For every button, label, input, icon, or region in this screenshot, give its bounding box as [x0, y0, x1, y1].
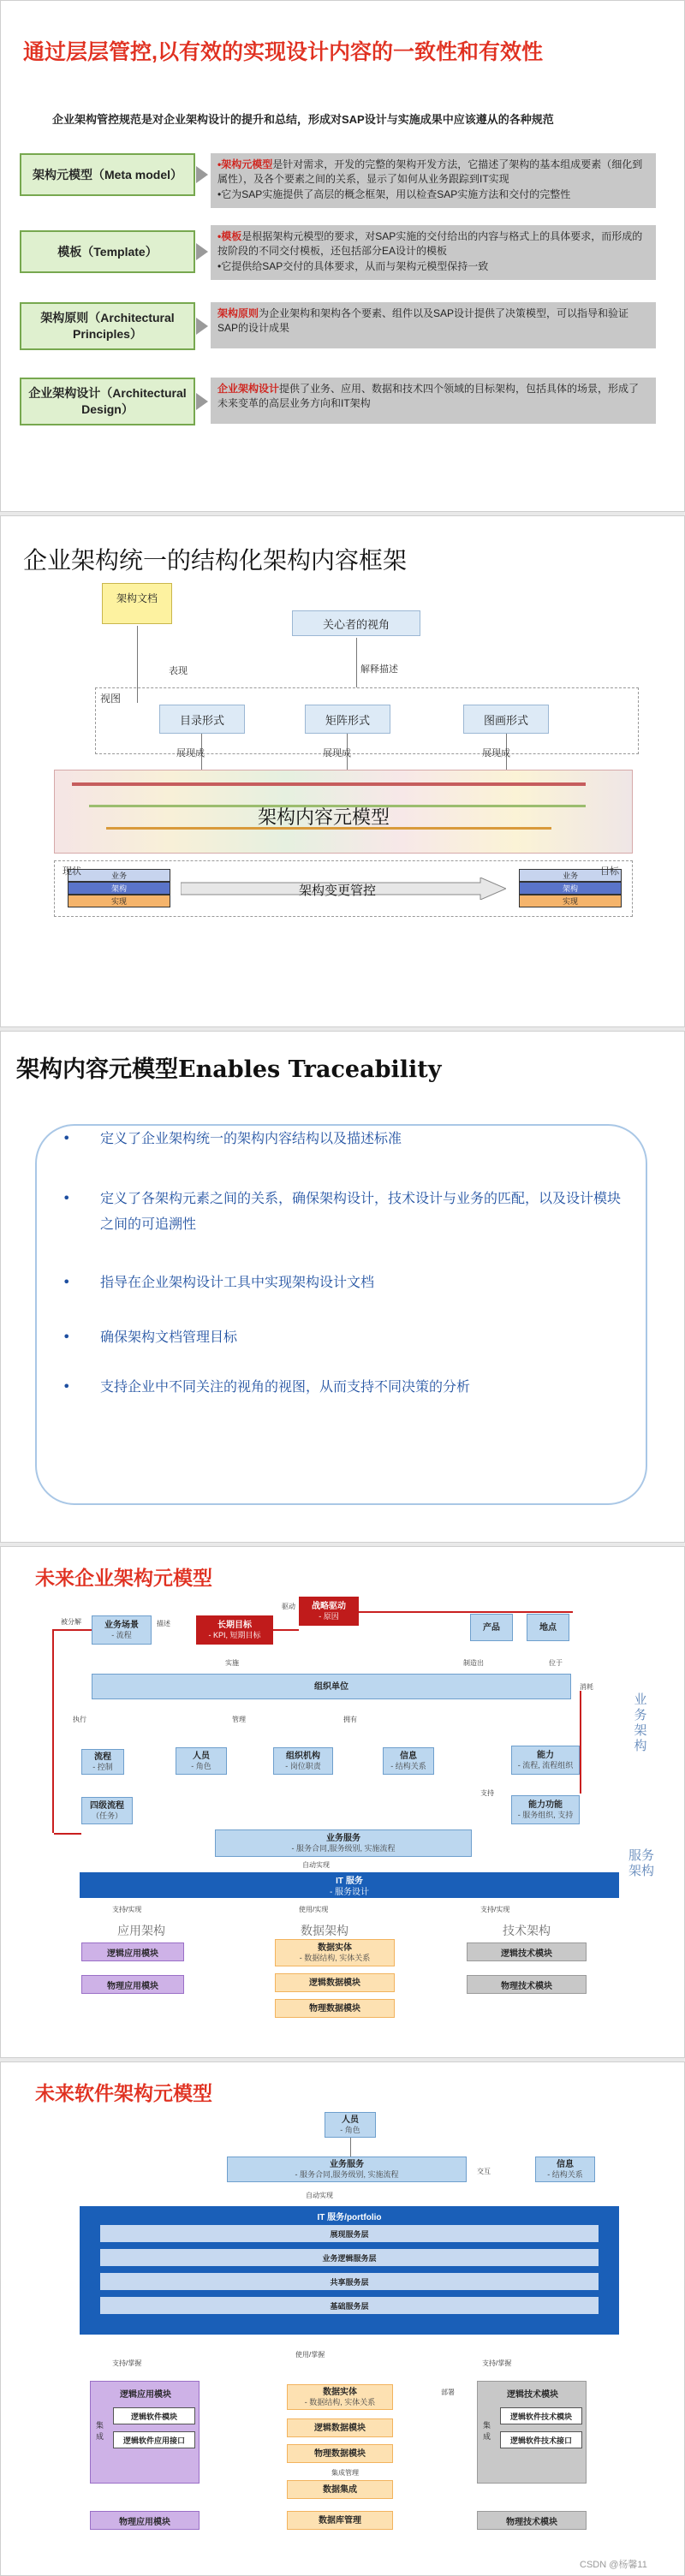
capability-function-box [511, 1795, 580, 1824]
explain-label: 解释描述 [360, 664, 398, 675]
group-title: 逻辑应用模块 [120, 2390, 171, 2400]
bullet-icon: • [63, 1329, 71, 1345]
label-decomp: 被分解 [61, 1618, 81, 1626]
layer-implementation: 实现 [68, 895, 170, 907]
present-label: 表现 [169, 666, 188, 676]
slide1-title: 通过层层管控,以有效的实现设计内容的一致性和有效性 [23, 40, 543, 64]
box-title: 人员 [342, 2115, 359, 2125]
show-label: 展现成 [323, 748, 351, 759]
lead-text: 架构原则 [217, 307, 259, 319]
show-label: 展现成 [482, 748, 510, 759]
trace-item-3 [63, 1270, 628, 1295]
slide-enterprise-meta-model [0, 1546, 685, 2058]
presentation-layer: 展现服务层 [100, 2225, 599, 2242]
lead-text: •模板 [217, 230, 242, 242]
item-text: 定义了企业架构统一的架构内容结构以及描述标准 [100, 1130, 402, 1146]
box-sub: - 数据结构, 实体关系 [299, 1953, 371, 1962]
matrix-form: 矩阵形式 [305, 705, 390, 734]
arrow-icon [196, 318, 208, 335]
biz-arch-label: 业务架构 [634, 1693, 647, 1753]
current-stack [68, 869, 170, 908]
item-text: 定义了各架构元素之间的关系，确保架构设计，技术设计与业务的匹配，以及设计模块之间的可追溯性 [100, 1190, 622, 1233]
box-sub: - 数据结构, 实体关系 [304, 2397, 376, 2406]
slide1-subtitle: 企业架构管控规范是对企业架构设计的提升和总结，形成对SAP设计与实施成果中应该遵从的各种规范 [52, 113, 554, 126]
box-sub: - KPI, 短期目标 [208, 1630, 261, 1639]
layer-business: 业务 [68, 869, 170, 882]
row-meta-model-label: 架构元模型（Meta model） [20, 153, 195, 196]
logic-data-module: 逻辑数据模块 [275, 1973, 395, 1992]
connector [52, 1629, 92, 1631]
architecture-doc: 架构文档 [102, 583, 172, 624]
box-title: 信息 [557, 2159, 574, 2169]
change-title: 架构变更管控 [299, 883, 377, 898]
lead-text: 企业架构设计 [217, 383, 280, 395]
diagram-form: 图画形式 [463, 705, 549, 734]
logic-data-module: 逻辑数据模块 [287, 2418, 393, 2437]
desc-text: 提供了业务、应用、数据和技术四个领域的目标架构，包括具体的场景，形成了未来变革的高层业务方向和IT架构 [217, 383, 640, 410]
arrow-icon [196, 243, 208, 260]
label-support: 支持 [480, 1789, 494, 1797]
box-sub: - 服务组织, 支持 [517, 1810, 574, 1819]
biz-service-bar [215, 1829, 472, 1857]
it-service-panel [80, 2206, 619, 2335]
box-sub: - 服务合同,服务级别, 实施流程 [295, 2169, 399, 2179]
box-title: 四级流程 [90, 1800, 124, 1811]
label-integ-mgmt: 集成管理 [331, 2469, 359, 2477]
logic-software-interface: 逻辑软件应用接口 [113, 2431, 195, 2448]
box-sub: - 流程, 流程组织 [517, 1760, 574, 1770]
bullet-icon: • [63, 1130, 71, 1146]
logic-tech-module-group [477, 2381, 587, 2484]
person-box [325, 2112, 376, 2138]
box-title: 战略驱动 [312, 1601, 346, 1611]
box-sub: - 控制 [92, 1762, 113, 1771]
app-arch-label: 应用架构 [117, 1924, 165, 1937]
label-auto: 自动实现 [302, 1861, 330, 1869]
it-service-bar [80, 1872, 619, 1898]
watermark: CSDN @杨馨11 [580, 2560, 647, 2570]
traceability-frame [35, 1124, 647, 1505]
connector [273, 1629, 299, 1631]
label-make: 制造出 [463, 1659, 484, 1667]
data-entity-box [275, 1939, 395, 1966]
biz-scene-box [92, 1615, 152, 1645]
phys-data-module: 物理数据模块 [275, 1999, 395, 2018]
slide-content-framework [0, 515, 685, 1027]
person-box [176, 1747, 227, 1775]
database-management: 数据库管理 [287, 2511, 393, 2530]
desc-text: 为企业架构和架构各个要素、组件以及SAP设计提供了决策模型，可以指导和验证SAP的设计成果 [217, 307, 629, 335]
box-title: 数据实体 [323, 2387, 357, 2397]
info-box [535, 2157, 595, 2182]
stakeholder-view: 关心者的视角 [292, 610, 420, 636]
current-label: 现状 [63, 866, 81, 877]
logic-app-module-group [90, 2381, 200, 2484]
arrow-icon [196, 166, 208, 183]
layer-architecture: 架构 [519, 882, 622, 895]
catalog-form: 目录形式 [159, 705, 245, 734]
integration-label: 集成 [96, 2421, 104, 2441]
lead-text: •架构元模型 [217, 158, 273, 170]
phys-tech-module: 物理技术模块 [477, 2511, 587, 2530]
data-arch-label: 数据架构 [301, 1924, 348, 1937]
integration-label: 集成 [483, 2421, 491, 2441]
meta-model-title: 架构内容元模型 [258, 806, 390, 828]
layer-implementation: 实现 [519, 895, 622, 907]
box-title: 业务服务 [326, 1833, 360, 1843]
trace-item-2 [63, 1186, 628, 1238]
row-principles-desc [211, 302, 656, 348]
phys-app-module: 物理应用模块 [90, 2511, 200, 2530]
logic-software-tech-interface: 逻辑软件技术接口 [500, 2431, 582, 2448]
info-box [383, 1747, 434, 1775]
box-title: 长期目标 [217, 1620, 252, 1630]
shared-service-layer: 共享服务层 [100, 2273, 599, 2290]
label-use: 使用/实现 [299, 1906, 329, 1913]
label-realize: 实施 [225, 1659, 239, 1667]
box-title: 信息 [400, 1751, 417, 1761]
slide-governance [0, 0, 685, 512]
slide3-title: 架构内容元模型Enables Traceability [16, 1056, 442, 1083]
group-title: 逻辑技术模块 [507, 2390, 558, 2400]
it-service-title: IT 服务/portfolio [317, 2213, 382, 2222]
connector [54, 1833, 81, 1835]
process-box [81, 1749, 124, 1775]
phys-data-module: 物理数据模块 [287, 2444, 393, 2463]
bullet-icon: • [63, 1190, 71, 1206]
logic-tech-module: 逻辑技术模块 [467, 1942, 587, 1961]
phys-app-module: 物理应用模块 [81, 1975, 184, 1994]
trace-item-4 [63, 1324, 628, 1350]
row-principles-label: 架构原则（Architectural Principles） [20, 302, 195, 350]
label-support3: 支持/实现 [480, 1906, 510, 1913]
label-consume: 消耗 [580, 1683, 593, 1691]
location-box: 地点 [527, 1614, 569, 1641]
box-sub: - 服务设计 [329, 1888, 370, 1897]
trace-item-1 [63, 1126, 628, 1151]
org-unit-bar: 组织单位 [92, 1674, 571, 1699]
layer-architecture: 架构 [68, 882, 170, 895]
show-label: 展现成 [176, 748, 205, 759]
data-integration: 数据集成 [287, 2480, 393, 2499]
auto-label: 自动实现 [306, 2192, 333, 2199]
row-template-desc [211, 225, 656, 280]
row-design-label: 企业架构设计（Architectural Design） [20, 378, 195, 425]
exchange-label: 交互 [477, 2168, 491, 2175]
box-title: 能力 [537, 1750, 554, 1760]
box-title: 人员 [193, 1751, 210, 1761]
trace-item-5 [63, 1374, 628, 1400]
box-sub: - 服务合同,服务级别, 实施流程 [291, 1843, 396, 1853]
label-describe: 描述 [157, 1620, 170, 1627]
label-locate: 位于 [549, 1659, 563, 1667]
logic-app-module: 逻辑应用模块 [81, 1942, 184, 1961]
bullet-icon: • [63, 1378, 71, 1395]
connector [52, 1629, 54, 1833]
box-sub: - 结构关系 [390, 1761, 426, 1770]
desc-text: 是针对需求，开发的完整的架构开发方法，它描述了架构的基本组成要素（细化到属性），及各个要素之间的关系，显示了如何从业务跟踪到IT实现 [217, 158, 643, 186]
box-sub: （任务） [91, 1811, 122, 1820]
arrow-icon [196, 393, 208, 410]
box-title: 业务服务 [330, 2159, 364, 2169]
thumb-line [72, 782, 586, 786]
label-support: 支持/掌握 [112, 2359, 142, 2367]
bullet-icon: • [63, 1274, 71, 1290]
slide4-title: 未来企业架构元模型 [35, 1567, 212, 1589]
connector [580, 1691, 581, 1794]
strategy-box [299, 1597, 359, 1626]
label-use: 使用/掌握 [295, 2351, 325, 2359]
box-title: 组织机构 [286, 1751, 320, 1761]
layer-business: 业务 [519, 869, 622, 882]
label-manage: 管理 [232, 1716, 246, 1723]
box-sub: - 角色 [340, 2125, 360, 2134]
product-box: 产品 [470, 1614, 513, 1641]
desc-text2: •它为SAP实施提供了高层的概念框架，用以检查SAP实施方法和交付的完整性 [217, 187, 571, 200]
box-sub: - 流程 [111, 1630, 132, 1639]
infrastructure-layer: 基础服务层 [100, 2297, 599, 2314]
data-entity-box [287, 2384, 393, 2410]
item-text: 确保架构文档管理目标 [100, 1329, 238, 1345]
biz-service-bar [227, 2157, 467, 2182]
desc-text: 是根据架构元模型的要求，对SAP实施的交付给出的内容与格式上的具体要求，而形成的按阶段的不同交付模板，还包括部分EA设计的模板 [217, 230, 643, 258]
capability-box [511, 1746, 580, 1775]
item-text: 支持企业中不同关注的视角的视图，从而支持不同决策的分析 [100, 1378, 471, 1395]
box-sub: - 角色 [191, 1761, 211, 1770]
row-design-desc [211, 378, 656, 424]
slide2-title: 企业架构统一的结构化架构内容框架 [23, 546, 408, 574]
label-own: 拥有 [343, 1716, 357, 1723]
logic-software-tech-module: 逻辑软件技术模块 [500, 2407, 582, 2424]
box-sub: - 岗位职责 [285, 1761, 321, 1770]
label-execute: 执行 [73, 1716, 86, 1723]
connector [359, 1611, 573, 1613]
desc-text2: •它提供给SAP交付的具体要求，从而与架构元模型保持一致 [217, 259, 489, 272]
box-sub: - 结构关系 [547, 2169, 583, 2179]
box-title: 数据实体 [318, 1942, 352, 1953]
label-support2: 支持/实现 [112, 1906, 142, 1913]
goal-box [196, 1615, 273, 1645]
box-title: IT 服务 [336, 1877, 363, 1886]
org-structure-box [273, 1747, 333, 1775]
level4-process-box [81, 1797, 133, 1824]
row-template-label: 模板（Template） [20, 230, 195, 273]
label-drive: 驱动 [282, 1603, 295, 1610]
phys-tech-module: 物理技术模块 [467, 1975, 587, 1994]
label-support2: 支持/掌握 [482, 2359, 512, 2367]
row-meta-model-desc [211, 153, 656, 208]
box-title: 流程 [94, 1752, 111, 1762]
logic-software-module: 逻辑软件模块 [113, 2407, 195, 2424]
slide5-title: 未来软件架构元模型 [35, 2082, 212, 2104]
view-label: 视图 [100, 693, 122, 705]
slide-traceability [0, 1031, 685, 1543]
box-title: 能力功能 [528, 1800, 563, 1810]
item-text: 指导在企业架构设计工具中实现架构设计文档 [100, 1274, 375, 1290]
box-sub: - 原因 [319, 1611, 339, 1621]
slide-software-meta-model [0, 2061, 685, 2576]
tech-arch-label: 技术架构 [503, 1924, 551, 1937]
svc-arch-label: 服务架构 [628, 1848, 654, 1878]
label-deploy: 部署 [441, 2389, 455, 2396]
connector [350, 2138, 351, 2157]
box-title: 业务场景 [104, 1620, 139, 1630]
business-logic-layer: 业务逻辑服务层 [100, 2249, 599, 2266]
target-label: 目标 [600, 866, 619, 877]
connector [356, 638, 357, 687]
